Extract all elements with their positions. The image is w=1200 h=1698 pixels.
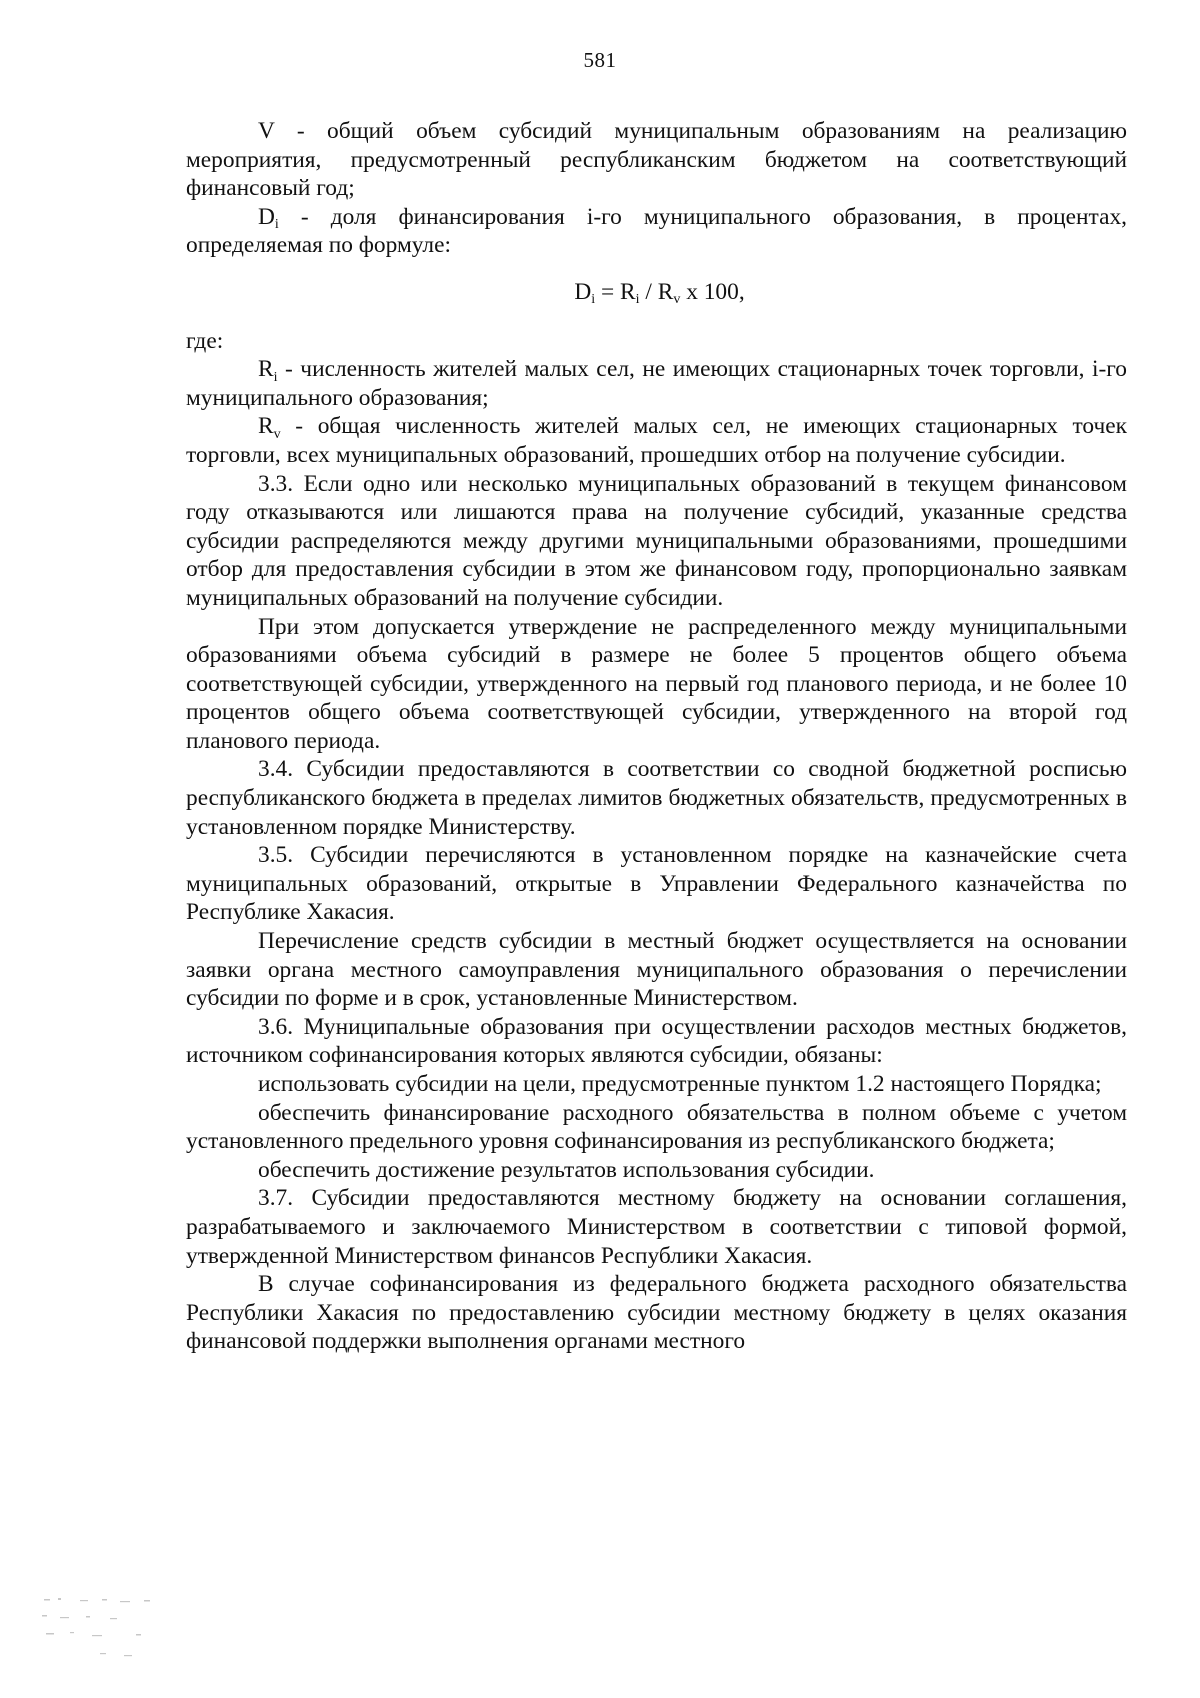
formula-lhs: D: [574, 278, 592, 305]
formula-div-r: / R: [639, 278, 674, 305]
paragraph-where: где:: [186, 327, 224, 354]
page-number: 581: [583, 48, 617, 72]
paragraph-3-3: 3.3. Если одно или несколько муниципальных образований в текущем финансовом году отказываются или лишаются права на получение субсидий, указанные средства субсидии распределяются между другими муниципальными образованиями, прошедшими отбор для предоставления субсидии в этом же финансовом году, пропорционально заявкам муниципальных образований на получение субсидии.: [186, 470, 1127, 611]
document-body: [186, 117, 1127, 1356]
paragraph-3-5-continued: Перечисление средств субсидии в местный бюджет осуществляется на основании заявки органа местного самоуправления муниципального образования о перечислении субсидии по форме и в срок, установленные Министерством.: [186, 928, 1127, 1012]
scan-noise-marks: [40, 1595, 190, 1675]
funding-share-text: - доля финансирования i-го муниципального образования, в процентах, определяемая по формуле:: [186, 203, 1127, 259]
rv-definition-text: - общая численность жителей малых сел, не имеющих стационарных точек торговли, всех муниципальных образований, прошедших отбор на получение субсидии.: [186, 413, 1127, 468]
symbol-rv: R: [258, 413, 274, 440]
paragraph-ri-definition: [186, 355, 1127, 412]
paragraph-3-5: 3.5. Субсидии перечисляются в установленном порядке на казначейские счета муниципальных образований, открытые в Управлении Федерального казначейства по Республике Хакасия.: [186, 842, 1127, 926]
paragraph-funding-share: [186, 203, 1127, 260]
paragraph-3-7: 3.7. Субсидии предоставляются местному бюджету на основании соглашения, разрабатываемого и заключаемого Министерством в соответствии с типовой формой, утвержденной Министерством финансов Республики Хакасия.: [186, 1185, 1127, 1269]
formula-rv-subscript: v: [673, 291, 681, 308]
formula-eq-r: = R: [595, 278, 636, 305]
paragraph-3-6-item-2: обеспечить финансирование расходного обязательства в полном объеме с учетом установленного предельного уровня софинансирования из республиканского бюджета;: [186, 1099, 1127, 1155]
formula: [186, 278, 1127, 307]
paragraph-3-4: 3.4. Субсидии предоставляются в соответствии со сводной бюджетной росписью республиканского бюджета в пределах лимитов бюджетных обязательств, предусмотренных в установленном порядке Министерству.: [186, 756, 1127, 840]
formula-lhs-subscript: i: [591, 291, 596, 308]
symbol-ri: R: [258, 356, 274, 383]
subscript-i: i: [274, 216, 279, 233]
paragraph-rv-definition: [186, 412, 1127, 469]
paragraph-3-6: 3.6. Муниципальные образования при осуществлении расходов местных бюджетов, источником софинансирования которых являются субсидии, обязаны:: [186, 1013, 1127, 1069]
formula-ri-subscript: i: [635, 291, 640, 308]
paragraph-3-6-item-3: обеспечить достижение результатов использования субсидии.: [258, 1156, 875, 1183]
formula-tail: x 100,: [680, 278, 745, 305]
paragraph-3-3-continued: При этом допускается утверждение не распределенного между муниципальными образованиями объема субсидий в размере не более 5 процентов общего объема соответствующей субсидии, утвержденного на первый год планового периода, и не более 10 процентов общего объема соответствующей субсидии, утвержденного на второй год планового периода.: [186, 613, 1127, 754]
paragraph-total-subsidy: V - общий объем субсидий муниципальным образованиям на реализацию мероприятия, предусмотренный республиканским бюджетом на соответствующий финансовый год;: [186, 118, 1127, 202]
ri-definition-text: - численность жителей малых сел, не имеющих стационарных точек торговли, i-го муниципального образования;: [186, 356, 1127, 411]
symbol-d: D: [258, 203, 275, 230]
paragraph-3-6-item-1: использовать субсидии на цели, предусмотренные пунктом 1.2 настоящего Порядка;: [258, 1071, 1102, 1097]
subscript-ri: i: [273, 368, 278, 385]
subscript-rv: v: [273, 425, 281, 442]
paragraph-3-7-continued: В случае софинансирования из федерального бюджета расходного обязательства Республики Хакасия по предоставлению субсидии местному бюджету в целях оказания финансовой поддержки выполнения органами местного: [186, 1271, 1127, 1355]
